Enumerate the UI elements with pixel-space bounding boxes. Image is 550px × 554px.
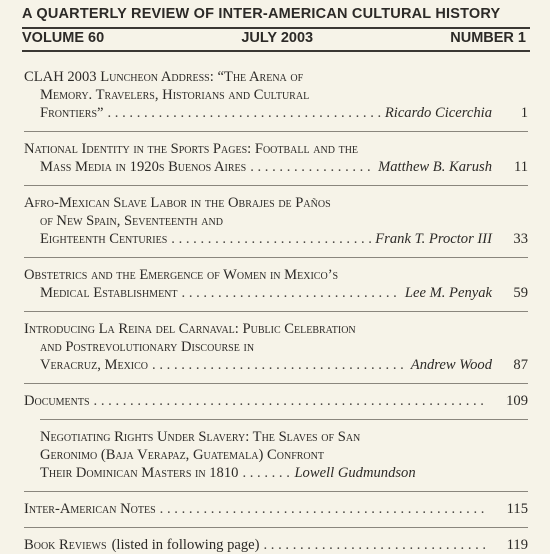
entry-author: Ricardo Cicerchia <box>384 105 492 121</box>
issue-number: NUMBER 1 <box>450 30 526 46</box>
entry-author: Lowell Gudmundson <box>294 465 416 481</box>
masthead: A QUARTERLY REVIEW OF INTER-AMERICAN CULTURAL HISTORY <box>22 6 501 22</box>
entry-title-line: Geronimo (Baja Verapaz, Guatemala) Confront <box>40 447 324 463</box>
entry-title-line: Memory. Travelers, Historians and Cultural <box>40 87 310 103</box>
leader-dots <box>152 356 407 374</box>
section-note: (listed in following page) <box>111 537 260 553</box>
entry-title-end: Mass Media in 1920s Buenos Aires <box>40 159 247 175</box>
issue-bar <box>22 30 526 46</box>
section-title: Book Reviews <box>24 537 107 553</box>
entry-last-line <box>24 158 528 176</box>
entry-last-line <box>24 104 528 122</box>
entry-author: Lee M. Penyak <box>404 285 492 301</box>
toc-entry-penyak[interactable] <box>24 266 528 302</box>
entry-last-line <box>24 284 528 302</box>
entry-last-line <box>40 464 528 482</box>
entry-last-line <box>24 356 528 374</box>
toc-entry-cicerchia[interactable] <box>24 68 528 122</box>
entry-title-end: Medical Establishment <box>40 285 178 301</box>
masthead-rule <box>22 27 530 29</box>
entry-page: 33 <box>513 231 528 247</box>
entry-author: Andrew Wood <box>410 357 492 373</box>
toc-entry-documents[interactable] <box>24 392 528 410</box>
volume-label: VOLUME 60 <box>22 30 105 46</box>
entry-last-line <box>24 536 528 554</box>
entry-last-line <box>24 230 528 248</box>
entry-page: 1 <box>520 105 528 121</box>
divider <box>24 311 528 312</box>
toc-entry-notes[interactable] <box>24 500 528 518</box>
entry-title-end: Their Dominican Masters in 1810 <box>40 465 239 481</box>
table-of-contents <box>24 68 528 554</box>
entry-title-line: Afro-Mexican Slave Labor in the Obrajes de Paños <box>24 195 331 211</box>
entry-last-line <box>24 392 528 410</box>
entry-page: 59 <box>513 285 528 301</box>
entry-last-line <box>24 500 528 518</box>
toc-entry-gudmundson[interactable] <box>24 428 528 482</box>
issue-date: JULY 2003 <box>241 30 314 46</box>
entry-page: 109 <box>506 393 528 409</box>
divider <box>24 491 528 492</box>
divider <box>24 131 528 132</box>
entry-page: 119 <box>506 537 528 553</box>
entry-title-line: CLAH 2003 Luncheon Address: “The Arena of <box>24 69 304 85</box>
entry-title-line: of New Spain, Seventeenth and <box>40 213 223 229</box>
leader-dots <box>182 284 401 302</box>
entry-title-line: Negotiating Rights Under Slavery: The Slaves of San <box>40 429 361 445</box>
entry-title-end: Eighteenth Centuries <box>40 231 168 247</box>
leader-dots <box>108 104 381 122</box>
entry-title-line: Introducing La Reina del Carnaval: Public Celebration <box>24 321 356 337</box>
entry-title-line: and Postrevolutionary Discourse in <box>40 339 255 355</box>
leader-dots <box>250 158 374 176</box>
entry-author: Frank T. Proctor III <box>375 231 492 247</box>
entry-title-line: National Identity in the Sports Pages: Football and the <box>24 141 359 157</box>
section-title: Inter-American Notes <box>24 501 156 517</box>
divider <box>40 419 528 420</box>
divider <box>24 185 528 186</box>
section-title: Documents <box>24 393 90 409</box>
leader-dots <box>160 500 488 518</box>
entry-title-end: Veracruz, Mexico <box>40 357 149 373</box>
toc-entry-reviews[interactable] <box>24 536 528 554</box>
leader-dots <box>171 230 371 248</box>
divider <box>24 257 528 258</box>
toc-entry-karush[interactable] <box>24 140 528 176</box>
divider <box>24 383 528 384</box>
toc-entry-proctor[interactable] <box>24 194 528 248</box>
divider <box>24 527 528 528</box>
leader-dots <box>264 536 489 554</box>
entry-page: 87 <box>513 357 528 373</box>
entry-title-line: Obstetrics and the Emergence of Women in Mexico’s <box>24 267 339 283</box>
leader-dots <box>242 464 290 482</box>
leader-dots <box>94 392 488 410</box>
toc-entry-wood[interactable] <box>24 320 528 374</box>
entry-title-end: Frontiers” <box>40 105 104 121</box>
entry-author: Matthew B. Karush <box>378 159 492 175</box>
entry-page: 115 <box>506 501 528 517</box>
entry-page: 11 <box>513 159 528 175</box>
issue-rule <box>22 50 530 52</box>
